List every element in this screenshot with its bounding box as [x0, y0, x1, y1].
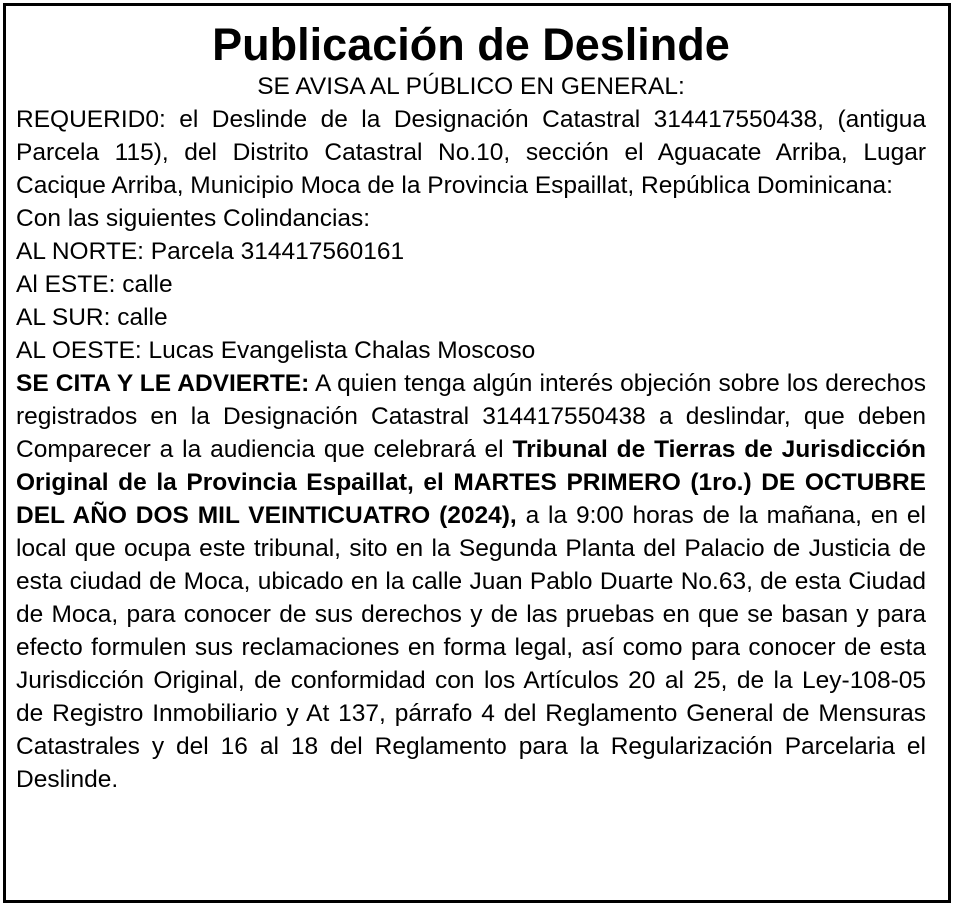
- colindancia-este: Al ESTE: calle: [16, 271, 173, 298]
- notice-content: [16, 20, 926, 796]
- notice-title: Publicación de Deslinde: [212, 19, 730, 70]
- requerido-paragraph: REQUERID0: el Deslinde de la Designación Catastral 314417550438, (antigua Parcela 115), del Distrito Catastral No.10, sección el Aguacate Arriba, Lugar Cacique Arriba, Municipio Moca de la Provincia Espaillat, República Dominicana:: [16, 106, 926, 199]
- colindancia-sur: AL SUR: calle: [16, 304, 168, 331]
- colindancias-intro: Con las siguientes Colindancias:: [16, 205, 371, 232]
- citation-text-1: A quien tenga algún interés objeción sobre los derechos registrados en la Designación Catastral 314417550438 a deslindar, que deben Comparecer a la audiencia que celebrará el: [16, 370, 926, 463]
- citation-lead: SE CITA Y LE ADVIERTE:: [16, 370, 310, 397]
- citation-court: Tribunal de Tierras de Jurisdicción Original de la Provincia Espaillat, el MARTES PRIMERO (1ro.) DE OCTUBRE DEL AÑO DOS MIL VEINTICUATRO (2024),: [16, 436, 926, 529]
- notice-subtitle: SE AVISA AL PÚBLICO EN GENERAL:: [257, 73, 685, 100]
- colindancia-oeste: AL OESTE: Lucas Evangelista Chalas Moscoso: [16, 337, 536, 364]
- citation-text-2: a la 9:00 horas de la mañana, en el local que ocupa este tribunal, sito en la Segunda Planta del Palacio de Justicia de esta ciudad de Moca, ubicado en la calle Juan Pablo Duarte No.63, de esta Ciudad de Moca, para conocer de sus derechos y de las pruebas en que se basan y para efecto formulen sus reclamaciones en forma legal, así como para conocer de esta Jurisdicción Original, de conformidad con los Artículos 20 al 25, de la Ley-108-05 de Registro Inmobiliario y At 137, párrafo 4 del Reglamento General de Mensuras Catastrales y del 16 al 18 del Reglamento para la Regularización Parcelaria el Deslinde.: [16, 502, 926, 793]
- colindancia-norte: AL NORTE: Parcela 314417560161: [16, 238, 405, 265]
- citation-paragraph: [16, 367, 926, 796]
